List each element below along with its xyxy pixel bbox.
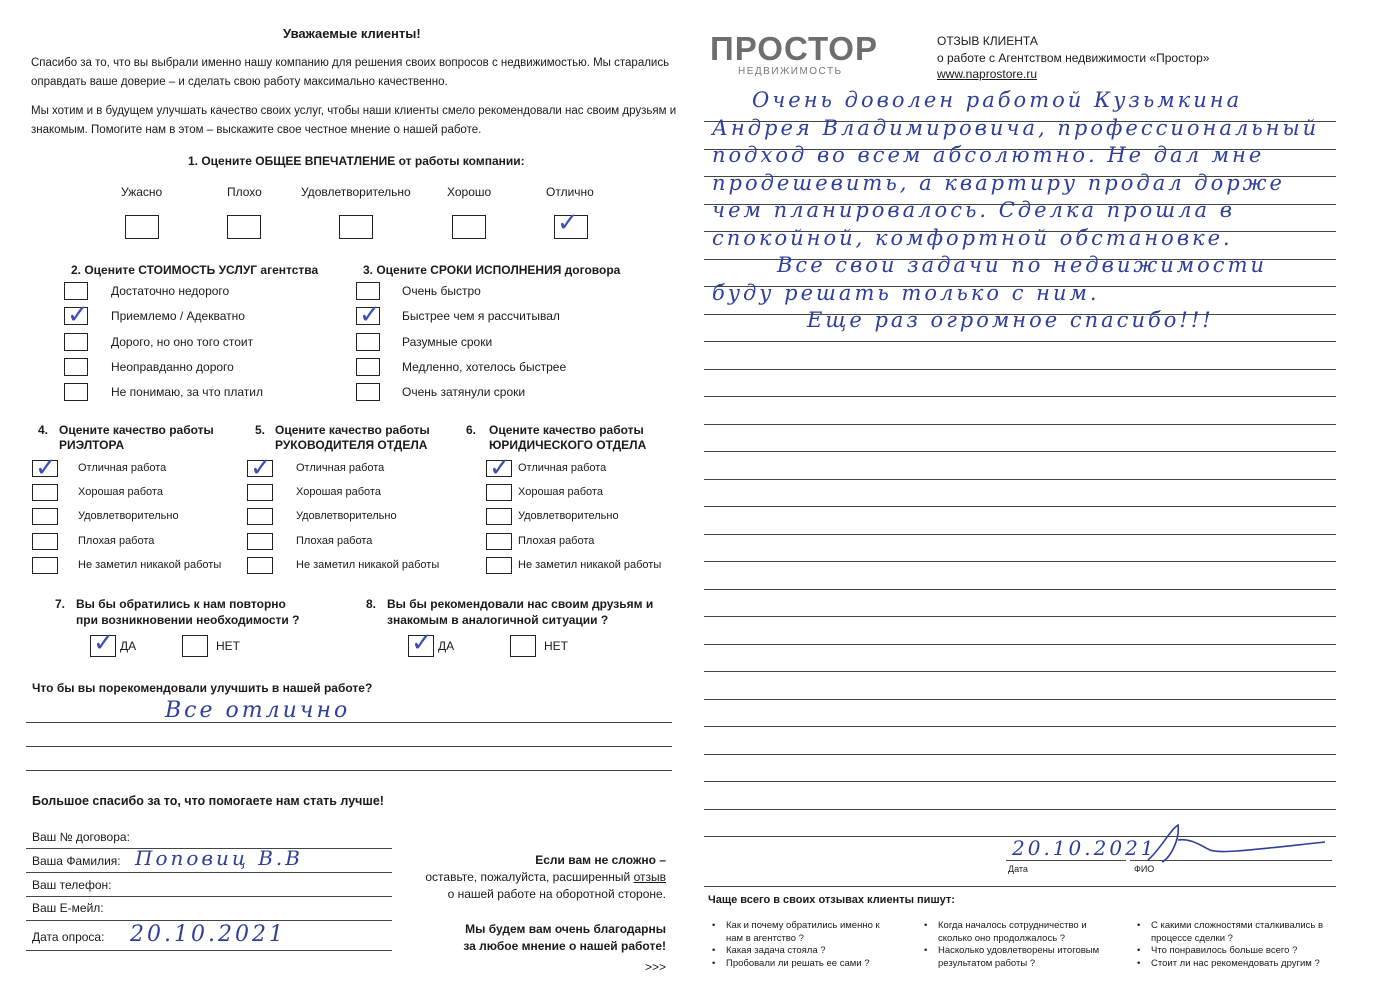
note-text: оставьте, пожалуйста, расширенный xyxy=(425,870,631,884)
often-bullet-text: Стоит ли нас рекомендовать другим ? xyxy=(1151,958,1320,969)
bullet-icon: • xyxy=(712,945,716,956)
review-line: Очень доволен работой Кузьмкина xyxy=(752,88,1243,112)
question-5-subject: РУКОВОДИТЕЛЯ ОТДЕЛА xyxy=(275,438,428,452)
ruled-line xyxy=(704,699,1336,700)
bullet-icon: • xyxy=(1137,920,1141,931)
q5-checkbox[interactable] xyxy=(247,533,273,550)
question-6-title: Оцените качество работы xyxy=(489,423,644,437)
often-bullet-text: Что понравилось больше всего ? xyxy=(1151,945,1298,956)
often-bullet-item xyxy=(924,920,1114,945)
q2-checkbox[interactable] xyxy=(64,300,89,331)
bullet-icon: • xyxy=(924,945,928,956)
field-line xyxy=(26,872,392,873)
often-divider xyxy=(704,886,1336,887)
intro-text: Мы хотим и в будущем улучшать качество своих услуг, чтобы наши клиенты смело рекомендовали нас своим друзьям и xyxy=(31,105,677,117)
q2-checkbox[interactable] xyxy=(64,358,88,376)
ruled-line xyxy=(704,451,1336,452)
question-8-number: 8. xyxy=(366,597,377,611)
contract-label: Ваш № договора: xyxy=(32,830,130,844)
intro-text: знакомым. Помогите нам в этом – выскажите свое честное мнение о нашей работе. xyxy=(31,124,482,136)
q4-checkbox[interactable] xyxy=(32,508,58,525)
bullet-icon: • xyxy=(1137,945,1141,956)
review-line: продешевить, а квартиру продал дорже xyxy=(712,170,1285,195)
q6-checkbox[interactable] xyxy=(486,453,512,483)
q6-checkbox[interactable] xyxy=(486,557,512,574)
ruled-line xyxy=(704,561,1336,562)
company-logo: ПРОСТОР xyxy=(710,30,878,67)
note-line xyxy=(425,870,666,884)
ruled-line xyxy=(704,369,1336,370)
field-line xyxy=(26,896,392,897)
q2-checkbox[interactable] xyxy=(64,333,88,351)
q4-option-label: Удовлетворительно xyxy=(78,510,179,523)
field-line xyxy=(26,950,392,951)
review-date-handwritten: 20.10.2021 xyxy=(1012,836,1157,860)
improve-answer-handwritten: Все отлично xyxy=(165,698,351,723)
answer-line xyxy=(26,746,672,747)
q5-option-label: Не заметил никакой работы xyxy=(296,558,440,571)
ruled-line xyxy=(704,506,1336,507)
question-6-number: 6. xyxy=(466,423,477,437)
bullet-icon: • xyxy=(712,958,716,969)
q7-yes-checkbox[interactable] xyxy=(90,628,116,658)
q2-checkbox[interactable] xyxy=(64,282,88,300)
surname-handwritten: Поповиц В.В xyxy=(135,846,303,870)
review-header-subtitle: о работе с Агентством недвижимости «Простор» xyxy=(937,51,1210,65)
q4-checkbox[interactable] xyxy=(32,557,58,574)
q5-option-label: Плохая работа xyxy=(296,534,373,547)
question-5-title: Оцените качество работы xyxy=(275,423,430,437)
question-4-subject: РИЭЛТОРА xyxy=(59,438,125,452)
note-line: Мы будем вам очень благодарны xyxy=(465,922,666,936)
bullet-icon: • xyxy=(712,920,716,931)
q4-checkbox[interactable] xyxy=(32,484,58,501)
q3-option-label: Медленно, хотелось быстрее xyxy=(402,359,567,374)
q3-checkbox[interactable] xyxy=(356,358,380,376)
check-mark-icon: ✓ xyxy=(411,628,433,658)
question-2-title: 2. Оцените СТОИМОСТЬ УСЛУГ агентства xyxy=(71,263,319,277)
check-mark-icon: ✓ xyxy=(359,300,381,331)
often-bullet-text: С какими сложностями сталкивались в процессе сделки ? xyxy=(1151,920,1324,944)
q6-option-label: Отличная работа xyxy=(518,462,607,474)
review-header-title: ОТЗЫВ КЛИЕНТА xyxy=(937,34,1038,48)
email-label: Ваш E-мейл: xyxy=(32,901,104,915)
date-label: Дата опроса: xyxy=(32,930,105,944)
survey-date-handwritten: 20.10.2021 xyxy=(130,922,286,947)
q6-option-label: Хорошая работа xyxy=(518,486,603,499)
question-7-number: 7. xyxy=(55,597,66,611)
q1-option-label: Плохо xyxy=(227,185,262,199)
intro-text: Спасибо за то, что вы выбрали именно нашу компанию для решения своих вопросов с недвижимостью. Мы старались xyxy=(31,57,670,69)
q3-checkbox[interactable] xyxy=(356,383,380,401)
q5-option-label: Удовлетворительно xyxy=(296,510,397,523)
question-3-title: 3. Оцените СРОКИ ИСПОЛНЕНИЯ договора xyxy=(363,263,621,277)
review-line: Андрея Владимировича, профессиональный xyxy=(712,115,1320,140)
review-line: подход во всем абсолютно. Не дал мне xyxy=(712,143,1265,167)
q8-yes-checkbox[interactable] xyxy=(408,628,434,658)
q3-option-label: Очень затянули сроки xyxy=(402,385,526,400)
often-bullet-text: Как и почему обратились именно к нам в агентство ? xyxy=(726,920,880,944)
q5-checkbox[interactable] xyxy=(247,453,273,483)
check-mark-icon: ✓ xyxy=(250,453,272,483)
q1-option-label: Отлично xyxy=(546,185,594,199)
ruled-line xyxy=(704,726,1336,727)
review-line: чем планировалось. Сделка прошла в xyxy=(712,198,1235,222)
q8-no-checkbox[interactable] xyxy=(510,635,536,657)
check-mark-icon: ✓ xyxy=(557,208,579,238)
review-line: Все свои задачи по недвижимости xyxy=(777,253,1268,277)
q4-option-label: Не заметил никакой работы xyxy=(78,558,222,571)
surname-label: Ваша Фамилия: xyxy=(32,854,121,868)
review-line: буду решать только с ним. xyxy=(712,280,1100,305)
q6-checkbox[interactable] xyxy=(486,533,512,550)
q1-checkbox[interactable] xyxy=(339,215,373,239)
often-title: Чаще всего в своих отзывах клиенты пишут: xyxy=(708,894,955,906)
q4-option-label: Плохая работа xyxy=(78,534,155,547)
often-bullet-text: Насколько удовлетворены итоговым результатом работы ? xyxy=(938,945,1100,969)
q1-checkbox[interactable] xyxy=(452,215,486,239)
often-bullet-item xyxy=(712,958,892,971)
check-mark-icon: ✓ xyxy=(93,628,115,658)
q3-option-label: Очень быстро xyxy=(402,284,481,298)
q4-option-label: Хорошая работа xyxy=(78,486,163,499)
fio-caption: ФИО xyxy=(1134,864,1155,874)
q7-yes-label: ДА xyxy=(120,639,137,653)
q6-option-label: Плохая работа xyxy=(518,534,595,547)
often-bullet-item xyxy=(712,920,892,945)
often-bullet-text: Какая задача стояла ? xyxy=(726,945,826,956)
q2-option-label: Неоправданно дорого xyxy=(111,359,234,374)
q1-option-label: Удовлетворительно xyxy=(301,185,411,199)
q1-checkbox[interactable] xyxy=(227,215,261,239)
field-line xyxy=(26,920,392,921)
bullet-icon: • xyxy=(1137,958,1141,969)
q1-checkbox-checked[interactable] xyxy=(554,208,588,239)
q7-no-checkbox[interactable] xyxy=(182,635,208,657)
ruled-line xyxy=(704,534,1336,535)
q5-checkbox[interactable] xyxy=(247,484,273,501)
company-logo-sub: НЕДВИЖИМОСТЬ xyxy=(738,66,843,77)
ruled-line xyxy=(704,589,1336,590)
q7-no-label: НЕТ xyxy=(216,639,240,653)
q5-option-label: Хорошая работа xyxy=(296,486,381,499)
often-bullet-item xyxy=(1137,958,1327,971)
q1-option-label: Хорошо xyxy=(447,185,492,199)
review-line: Еще раз огромное спасибо!!! xyxy=(807,308,1214,332)
often-bullet-item xyxy=(924,945,1114,970)
q1-option-label: Ужасно xyxy=(121,185,163,199)
q6-checkbox[interactable] xyxy=(486,484,512,501)
question-5-number: 5. xyxy=(255,423,266,437)
q4-checkbox[interactable] xyxy=(32,453,58,483)
ruled-line xyxy=(704,781,1336,782)
form-title: Уважаемые клиенты! xyxy=(283,26,421,41)
q2-option-label: Приемлемо / Адекватно xyxy=(111,309,245,324)
q2-checkbox[interactable] xyxy=(64,383,88,401)
q6-option-label: Не заметил никакой работы xyxy=(518,558,662,571)
phone-label: Ваш телефон: xyxy=(32,878,112,892)
q5-checkbox[interactable] xyxy=(247,557,273,574)
improve-question: Что бы вы порекомендовали улучшить в нашей работе? xyxy=(32,681,373,695)
question-7-title: Вы бы обратились к нам повторно xyxy=(76,597,286,611)
question-8-title: знакомым в аналогичной ситуации ? xyxy=(387,613,609,627)
answer-line xyxy=(26,722,672,723)
q5-checkbox[interactable] xyxy=(247,508,273,525)
note-line: Если вам не сложно – xyxy=(535,853,666,867)
ruled-line xyxy=(704,396,1336,397)
q8-no-label: НЕТ xyxy=(544,639,568,653)
review-link[interactable]: отзыв xyxy=(633,870,666,884)
q2-option-label: Не понимаю, за что платил xyxy=(111,385,264,400)
q6-option-label: Удовлетворительно xyxy=(518,510,619,523)
q3-checkbox[interactable] xyxy=(356,333,380,351)
q2-option-label: Дорого, но оно того стоит xyxy=(111,334,254,349)
q4-checkbox[interactable] xyxy=(32,533,58,550)
ruled-line xyxy=(704,424,1336,425)
q3-option-label: Разумные сроки xyxy=(402,334,493,349)
question-4-title: Оцените качество работы xyxy=(59,423,214,437)
bullet-icon: • xyxy=(924,920,928,931)
question-7-title: при возникновении необходимости ? xyxy=(76,613,300,627)
q1-checkbox[interactable] xyxy=(125,215,159,239)
often-bullet-text: Пробовали ли решать ее сами ? xyxy=(726,958,870,969)
check-mark-icon: ✓ xyxy=(35,453,57,483)
question-6-subject: ЮРИДИЧЕСКОГО ОТДЕЛА xyxy=(489,438,647,452)
ruled-line xyxy=(704,341,1336,342)
date-caption: Дата xyxy=(1008,864,1028,874)
ruled-line xyxy=(704,644,1336,645)
often-bullet-item xyxy=(1137,920,1327,945)
question-1-title: 1. Оцените ОБЩЕЕ ВПЕЧАТЛЕНИЕ от работы компании: xyxy=(188,154,525,168)
ruled-line xyxy=(704,809,1336,810)
ruled-line xyxy=(704,754,1336,755)
review-line: спокойной, комфортной обстановке. xyxy=(712,225,1233,250)
ruled-line xyxy=(704,671,1336,672)
often-bullet-text: Когда началось сотрудничество и сколько оно продолжалось ? xyxy=(938,920,1087,944)
q2-option-label: Достаточно недорого xyxy=(111,284,230,298)
q5-option-label: Отличная работа xyxy=(296,462,385,474)
q4-option-label: Отличная работа xyxy=(78,462,167,474)
thanks-text: Большое спасибо за то, что помогаете нам стать лучше! xyxy=(32,794,384,808)
q8-yes-label: ДА xyxy=(438,639,455,653)
q3-checkbox[interactable] xyxy=(356,300,381,331)
arrows-icon[interactable]: >>> xyxy=(644,960,666,974)
q3-checkbox[interactable] xyxy=(356,282,380,300)
answer-line xyxy=(26,770,672,771)
intro-text: оправдать ваше доверие – и сделать свою работу максимально качественно. xyxy=(31,76,448,88)
q3-option-label: Быстрее чем я рассчитывал xyxy=(402,309,560,324)
check-mark-icon: ✓ xyxy=(67,300,89,331)
ruled-line xyxy=(704,479,1336,480)
question-8-title: Вы бы рекомендовали нас своим друзьям и xyxy=(387,597,654,611)
date-line xyxy=(1006,860,1126,861)
note-line: о нашей работе на оборотной стороне. xyxy=(447,887,666,901)
check-mark-icon: ✓ xyxy=(489,453,511,483)
often-bullet-item xyxy=(712,945,892,958)
q6-checkbox[interactable] xyxy=(486,508,512,525)
often-bullet-item xyxy=(1137,945,1327,958)
note-line: за любое мнение о нашей работе! xyxy=(463,939,666,953)
question-4-number: 4. xyxy=(38,423,49,437)
ruled-line xyxy=(704,616,1336,617)
website-link[interactable]: www.naprostore.ru xyxy=(937,67,1038,81)
signature-icon xyxy=(1140,820,1330,865)
